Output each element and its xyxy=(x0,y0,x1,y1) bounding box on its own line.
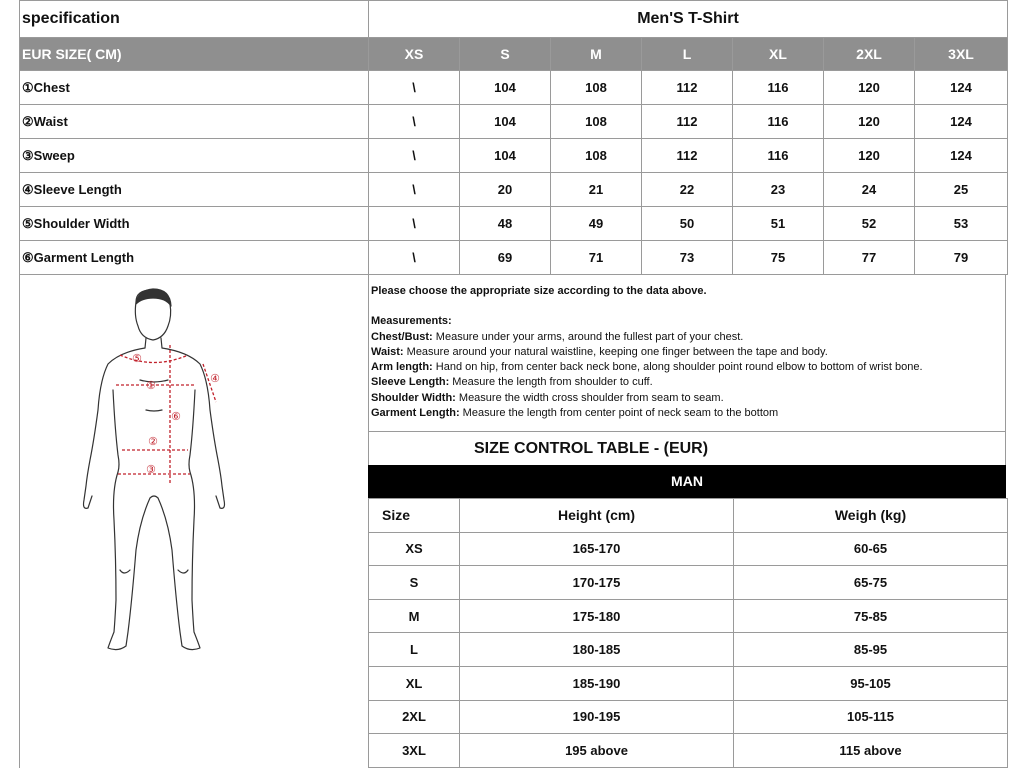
note-item xyxy=(371,360,1005,375)
table-cell: 195 above xyxy=(460,734,734,768)
table-cell: 24 xyxy=(824,173,915,207)
table-cell: 95-105 xyxy=(734,666,1008,700)
table-cell: XL xyxy=(369,666,460,700)
measurement-notes xyxy=(368,274,1006,432)
spec-corner-label: specification xyxy=(20,1,369,38)
size-col-header: L xyxy=(642,38,733,71)
table-cell: \ xyxy=(369,207,460,241)
marker-5-label: ⑤ xyxy=(132,352,142,365)
table-row xyxy=(369,734,1008,768)
table-cell: 22 xyxy=(642,173,733,207)
note-item xyxy=(371,330,1005,345)
measurement-label: ⑥Garment Length xyxy=(20,241,369,275)
table-cell: 51 xyxy=(733,207,824,241)
table-cell: 185-190 xyxy=(460,666,734,700)
table-cell: \ xyxy=(369,139,460,173)
column-header: Weigh (kg) xyxy=(734,499,1008,533)
table-cell: 120 xyxy=(824,105,915,139)
table-cell: 112 xyxy=(642,139,733,173)
table-cell: 116 xyxy=(733,105,824,139)
note-text: Measure the length from center point of neck seam to the bottom xyxy=(459,407,779,420)
marker-4-label: ④ xyxy=(210,372,220,385)
table-row xyxy=(20,173,1008,207)
table-cell: 65-75 xyxy=(734,566,1008,600)
table-row xyxy=(369,666,1008,700)
table-cell: 3XL xyxy=(369,734,460,768)
note-term: Sleeve Length: xyxy=(371,376,450,389)
table-cell: 165-170 xyxy=(460,532,734,566)
table-cell: \ xyxy=(369,173,460,207)
table-cell: 104 xyxy=(460,139,551,173)
table-cell: S xyxy=(369,566,460,600)
table-cell: 105-115 xyxy=(734,700,1008,734)
size-col-header: S xyxy=(460,38,551,71)
spec-header-row xyxy=(20,38,1008,71)
note-text: Measure around your natural waistline, keeping one finger between the tape and body. xyxy=(403,345,828,358)
size-col-header: XL xyxy=(733,38,824,71)
table-cell: 115 above xyxy=(734,734,1008,768)
note-text: Measure under your arms, around the fullest part of your chest. xyxy=(432,330,744,343)
table-cell: 71 xyxy=(551,241,642,275)
measurement-label: ⑤Shoulder Width xyxy=(20,207,369,241)
note-term: Shoulder Width: xyxy=(371,391,456,404)
table-cell: 73 xyxy=(642,241,733,275)
table-cell: 75 xyxy=(733,241,824,275)
table-row xyxy=(369,566,1008,600)
table-cell: 23 xyxy=(733,173,824,207)
table-row xyxy=(369,633,1008,667)
table-cell: 85-95 xyxy=(734,633,1008,667)
control-header-row xyxy=(369,499,1008,533)
table-cell: 60-65 xyxy=(734,532,1008,566)
table-cell: 104 xyxy=(460,71,551,105)
column-header: Size xyxy=(369,499,460,533)
measurement-label: ①Chest xyxy=(20,71,369,105)
table-cell: 104 xyxy=(460,105,551,139)
table-cell: 69 xyxy=(460,241,551,275)
notes-heading: Measurements: xyxy=(371,315,452,328)
table-cell: 79 xyxy=(915,241,1008,275)
size-col-header: 3XL xyxy=(915,38,1008,71)
table-cell: M xyxy=(369,599,460,633)
note-text: Measure the length from shoulder to cuff. xyxy=(449,376,653,389)
table-cell: 116 xyxy=(733,139,824,173)
table-cell: 108 xyxy=(551,71,642,105)
table-cell: 108 xyxy=(551,139,642,173)
table-cell: 112 xyxy=(642,105,733,139)
table-cell: L xyxy=(369,633,460,667)
note-term: Waist: xyxy=(371,345,404,358)
table-row xyxy=(20,71,1008,105)
man-group-bar: MAN xyxy=(368,465,1006,498)
note-item xyxy=(371,406,1005,421)
table-row xyxy=(20,139,1008,173)
table-cell: 77 xyxy=(824,241,915,275)
size-control-table xyxy=(368,498,1008,768)
marker-1-label: ① xyxy=(146,379,156,392)
table-cell: 170-175 xyxy=(460,566,734,600)
size-col-header: 2XL xyxy=(824,38,915,71)
table-cell: \ xyxy=(369,105,460,139)
table-row xyxy=(20,105,1008,139)
table-cell: 52 xyxy=(824,207,915,241)
measurement-label: ②Waist xyxy=(20,105,369,139)
table-row xyxy=(20,207,1008,241)
table-row xyxy=(369,599,1008,633)
note-text: Hand on hip, from center back neck bone, along shoulder point round elbow to bottom of wrist bone. xyxy=(432,361,923,374)
table-row xyxy=(20,241,1008,275)
note-term: Chest/Bust: xyxy=(371,330,433,343)
product-title: Men'S T-Shirt xyxy=(369,1,1008,38)
table-cell: 48 xyxy=(460,207,551,241)
table-cell: 120 xyxy=(824,71,915,105)
table-cell: 108 xyxy=(551,105,642,139)
note-term: Garment Length: xyxy=(371,407,460,420)
body-measurement-figure xyxy=(60,280,260,660)
table-cell: 112 xyxy=(642,71,733,105)
table-cell: 124 xyxy=(915,71,1008,105)
note-item xyxy=(371,391,1005,406)
table-cell: 180-185 xyxy=(460,633,734,667)
table-cell: 120 xyxy=(824,139,915,173)
table-cell: 75-85 xyxy=(734,599,1008,633)
note-item xyxy=(371,375,1005,390)
spec-title-row xyxy=(20,1,1008,38)
table-cell: 175-180 xyxy=(460,599,734,633)
measurement-label: ③Sweep xyxy=(20,139,369,173)
table-cell: 21 xyxy=(551,173,642,207)
note-item xyxy=(371,345,1005,360)
table-cell: 124 xyxy=(915,105,1008,139)
table-cell: 50 xyxy=(642,207,733,241)
table-cell: 124 xyxy=(915,139,1008,173)
table-row xyxy=(369,700,1008,734)
size-col-header: M xyxy=(551,38,642,71)
measurement-label: ④Sleeve Length xyxy=(20,173,369,207)
note-text: Measure the width cross shoulder from seam to seam. xyxy=(455,391,724,404)
table-cell: 49 xyxy=(551,207,642,241)
table-cell: 116 xyxy=(733,71,824,105)
column-header: Height (cm) xyxy=(460,499,734,533)
table-cell: \ xyxy=(369,71,460,105)
marker-3-label: ③ xyxy=(146,463,156,476)
table-cell: 20 xyxy=(460,173,551,207)
table-row xyxy=(369,532,1008,566)
notes-intro: Please choose the appropriate size according to the data above. xyxy=(371,285,707,297)
size-header-label: EUR SIZE( CM) xyxy=(20,38,369,71)
marker-2-label: ② xyxy=(148,435,158,448)
table-cell: 53 xyxy=(915,207,1008,241)
table-cell: 25 xyxy=(915,173,1008,207)
size-control-title: SIZE CONTROL TABLE - (EUR) xyxy=(368,432,1006,465)
marker-6-label: ⑥ xyxy=(171,410,181,423)
table-cell: XS xyxy=(369,532,460,566)
table-cell: 190-195 xyxy=(460,700,734,734)
spec-table xyxy=(19,0,1008,275)
table-cell: \ xyxy=(369,241,460,275)
table-cell: 2XL xyxy=(369,700,460,734)
note-term: Arm length: xyxy=(371,361,433,374)
size-col-header: XS xyxy=(369,38,460,71)
